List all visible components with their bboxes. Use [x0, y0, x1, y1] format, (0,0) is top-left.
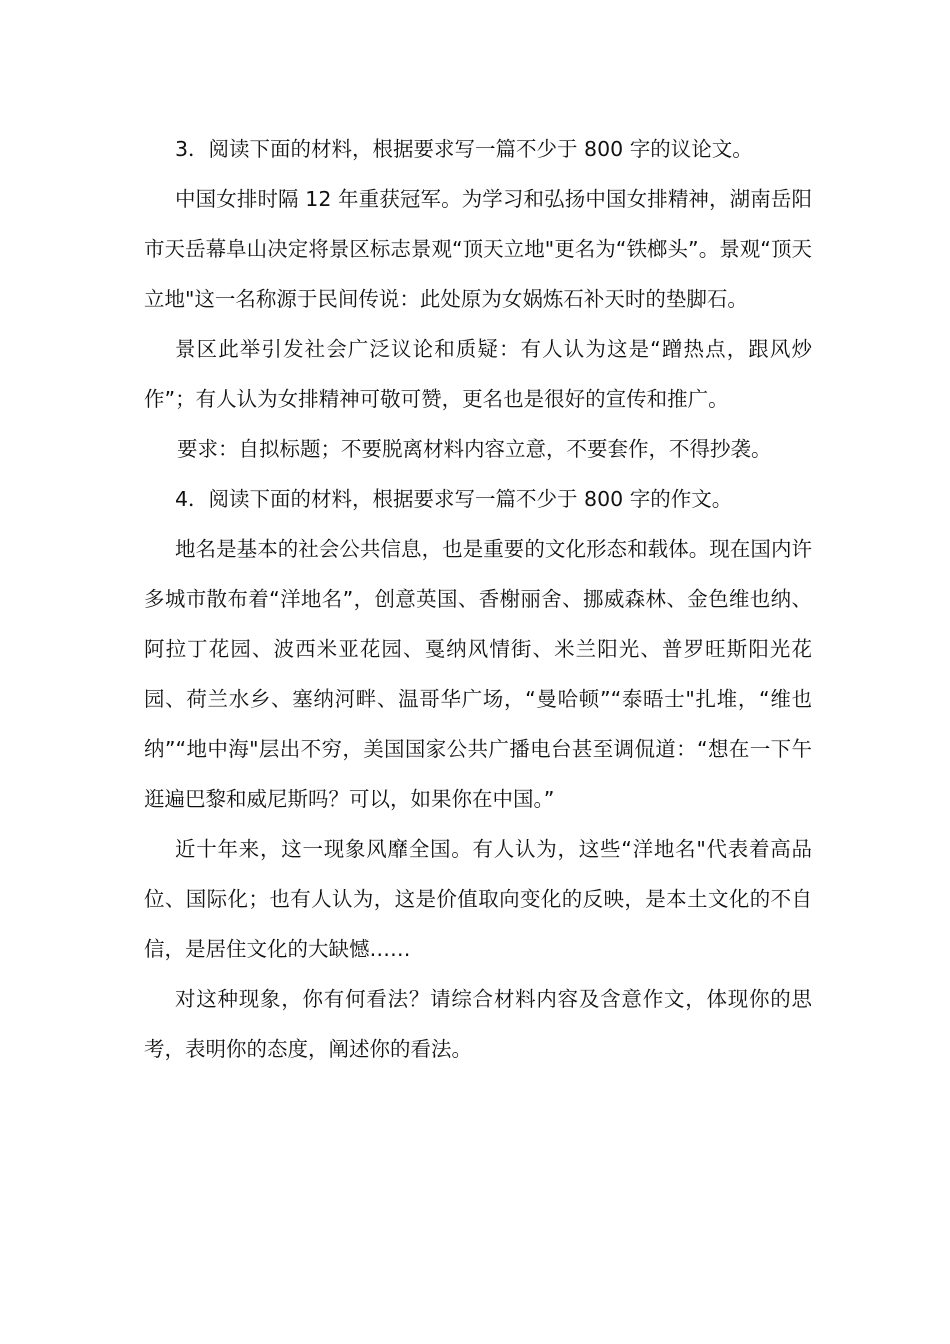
question-4-material-2: 近十年来，这一现象风靡全国。有人认为，这些“洋地名"代表着高品位、国际化；也有人认为，这是价值取向变化的反映，是本土文化的不自信，是居住文化的大缺憾……: [144, 837, 812, 961]
question-4-instructions: 对这种现象，你有何看法？请综合材料内容及含意作文，体现你的思考，表明你的态度，阐述你的看法。: [144, 987, 812, 1061]
question-3-prompt: 3．阅读下面的材料，根据要求写一篇不少于 800 字的议论文。: [175, 137, 753, 161]
document-page: [144, 124, 812, 1074]
question-4-material-1: 地名是基本的社会公共信息，也是重要的文化形态和载体。现在国内许多城市散布着“洋地名”，创意英国、香榭丽舍、挪威森林、金色维也纳、阿拉丁花园、波西米亚花园、戛纳风情街、米兰阳光、普罗旺斯阳光花园、荷兰水乡、塞纳河畔、温哥华广场，“曼哈顿”“泰晤士"扎堆，“维也纳”“地中海"层出不穷，美国国家公共广播电台甚至调侃道：“想在一下午逛遍巴黎和威尼斯吗？可以，如果你在中国。”: [144, 537, 812, 811]
question-3-material-1: 中国女排时隔 12 年重获冠军。为学习和弘扬中国女排精神，湖南岳阳市天岳幕阜山决定将景区标志景观“顶天立地"更名为“铁榔头”。景观“顶天立地"这一名称源于民间传说：此处原为女娲炼石补天时的垫脚石。: [144, 187, 812, 311]
question-3-material-2: 景区此举引发社会广泛议论和质疑：有人认为这是“蹭热点，跟风炒作”；有人认为女排精神可敬可赞，更名也是很好的宣传和推广。: [144, 337, 812, 411]
question-3-requirements: 要求：自拟标题；不要脱离材料内容立意，不要套作，不得抄袭。: [177, 437, 772, 461]
question-4-prompt: 4．阅读下面的材料，根据要求写一篇不少于 800 字的作文。: [175, 487, 733, 511]
